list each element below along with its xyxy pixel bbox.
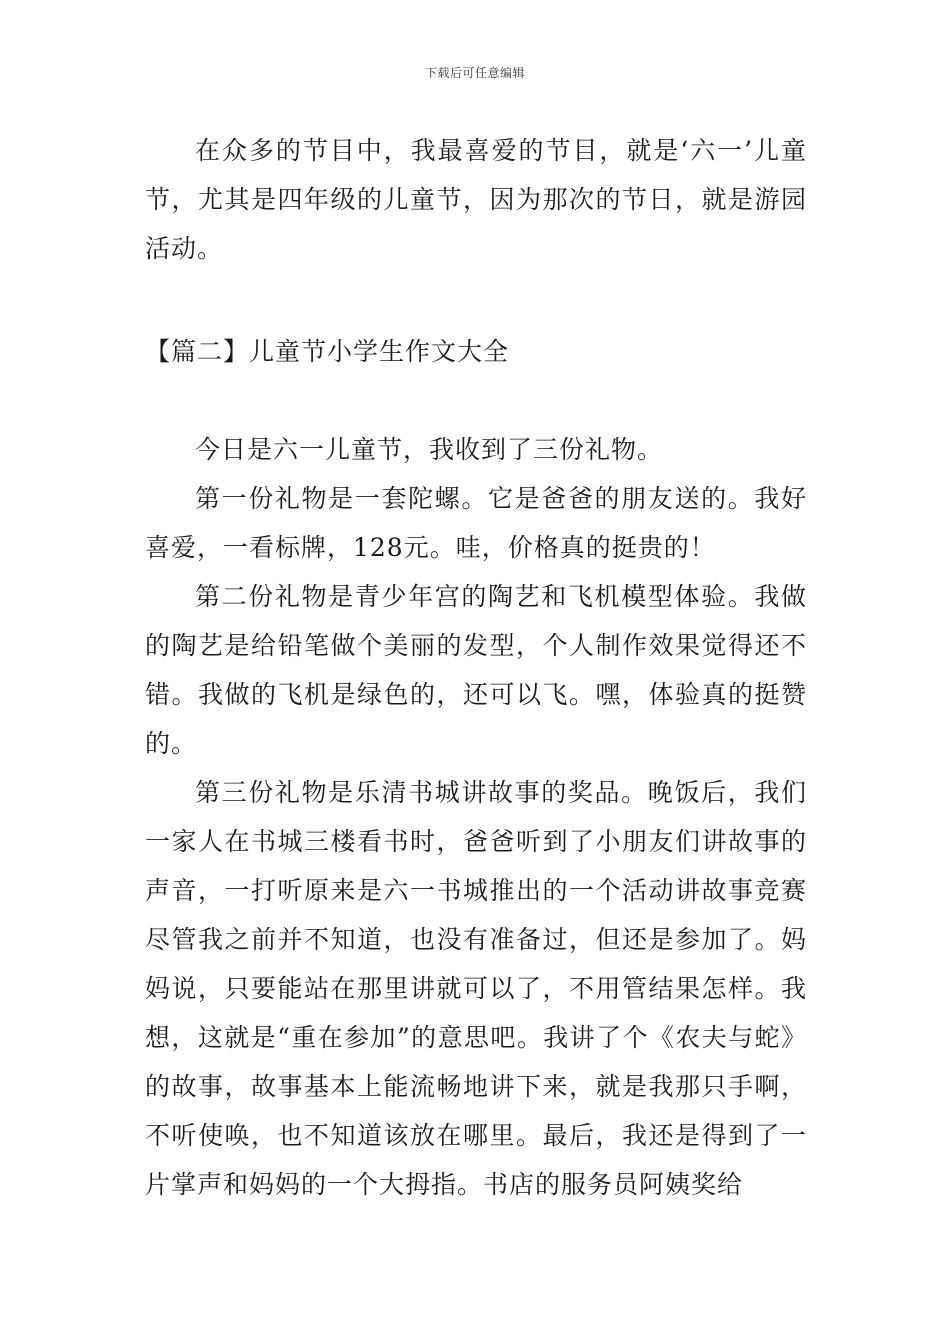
document-body: [145, 126, 807, 1209]
paragraph-4: 第三份礼物是乐清书城讲故事的奖品。晚饭后，我们一家人在书城三楼看书时，爸爸听到了小朋友们讲故事的声音，一打听原来是六一书城推出的一个活动讲故事竞赛尽管我之前并不知道，也没有准备过，但还是参加了。妈妈说，只要能站在那里讲就可以了，不用管结果怎样。我想，这就是“重在参加”的意思吧。我讲了个《农夫与蛇》的故事，故事基本上能流畅地讲下来，就是我那只手啊，不听使唤，也不知道该放在哪里。最后，我还是得到了一片掌声和妈妈的一个大拇指。书店的服务员阿姨奖给: [145, 778, 807, 1199]
intro-paragraph: 在众多的节目中，我最喜爱的节目，就是‘六一’儿童节，尤其是四年级的儿童节，因为那次的节日，就是游园活动。: [145, 136, 807, 263]
paragraph-1: 今日是六一儿童节，我收到了三份礼物。: [195, 435, 664, 464]
paragraph-2: 第一份礼物是一套陀螺。它是爸爸的朋友送的。我好喜爱，一看标牌，128元。哇，价格真的挺贵的！: [145, 484, 807, 562]
paragraph-3: 第二份礼物是青少年宫的陶艺和飞机模型体验。我做的陶艺是给铅笔做个美丽的发型，个人制作效果觉得还不错。我做的飞机是绿色的，还可以飞。嘿，体验真的挺赞的。: [145, 582, 807, 758]
heading-spacer: [145, 376, 807, 425]
section-heading: 【篇二】儿童节小学生作文大全: [145, 337, 510, 366]
page-header-note: 下载后可任意编辑: [424, 66, 525, 80]
